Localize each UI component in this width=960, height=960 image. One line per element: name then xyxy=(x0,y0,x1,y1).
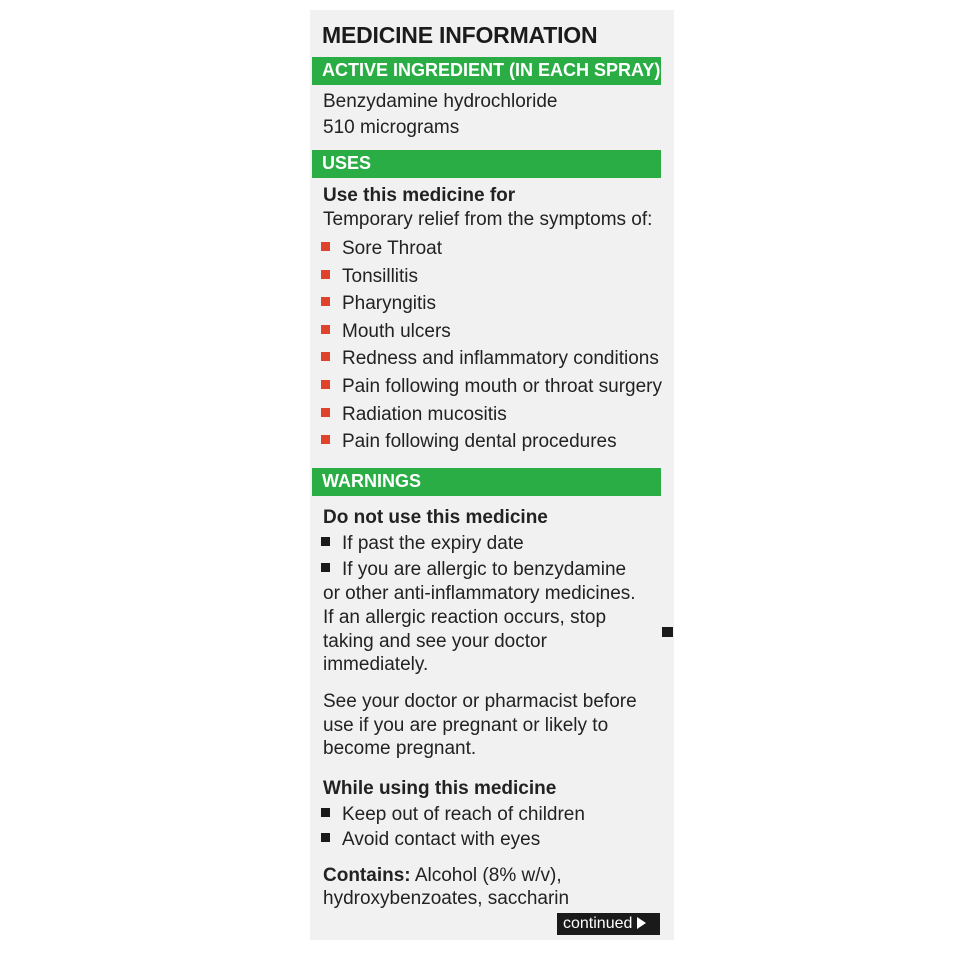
ingredient-name: Benzydamine hydrochloride xyxy=(323,91,558,112)
uses-heading: USES xyxy=(312,150,661,178)
uses-list-item: Redness and inflammatory conditions xyxy=(321,347,659,370)
warnings-heading: WARNINGS xyxy=(312,468,661,496)
active-ingredient-heading: ACTIVE INGREDIENT (IN EACH SPRAY) xyxy=(312,57,661,85)
uses-list-item: Pain following dental procedures xyxy=(321,430,617,453)
warning-text-line: immediately. xyxy=(323,654,429,675)
warning-text-line: taking and see your doctor xyxy=(323,631,547,652)
continued-tag xyxy=(557,913,660,935)
red-bullet-icon xyxy=(321,408,330,417)
pregnancy-text-line: use if you are pregnant or likely to xyxy=(323,715,609,736)
black-bullet-icon xyxy=(321,537,330,546)
uses-list-item: Sore Throat xyxy=(321,237,442,260)
continued-label: continued xyxy=(563,915,633,932)
contains-label: Contains: xyxy=(323,865,411,886)
contains-line xyxy=(323,864,562,887)
medicine-information-panel xyxy=(310,10,674,940)
red-bullet-icon xyxy=(321,435,330,444)
red-bullet-icon xyxy=(321,325,330,334)
red-bullet-icon xyxy=(321,270,330,279)
red-bullet-icon xyxy=(321,352,330,361)
warning-text-line: or other anti-inflammatory medicines. xyxy=(323,583,636,604)
uses-list-item: Mouth ulcers xyxy=(321,320,451,343)
page-title: MEDICINE INFORMATION xyxy=(322,22,598,48)
warning-text-line: If an allergic reaction occurs, stop xyxy=(323,607,607,628)
red-bullet-icon xyxy=(321,242,330,251)
uses-list-item: Pharyngitis xyxy=(321,292,436,315)
pregnancy-text-line: become pregnant. xyxy=(323,738,477,759)
while-using-heading: While using this medicine xyxy=(323,778,557,799)
red-bullet-icon xyxy=(321,297,330,306)
warning-list-item: If past the expiry date xyxy=(321,532,524,555)
pregnancy-text-line: See your doctor or pharmacist before xyxy=(323,691,637,712)
black-bullet-icon xyxy=(321,808,330,817)
uses-list-item: Radiation mucositis xyxy=(321,403,507,426)
triangle-right-icon xyxy=(637,917,646,929)
red-bullet-icon xyxy=(321,380,330,389)
do-not-use-heading: Do not use this medicine xyxy=(323,507,548,528)
warning-list-item: If you are allergic to benzydamine xyxy=(321,558,626,581)
uses-list-item: Pain following mouth or throat surgery xyxy=(321,375,662,398)
while-using-list-item: Keep out of reach of children xyxy=(321,803,585,826)
ingredient-amount: 510 micrograms xyxy=(323,117,460,138)
black-square-marker-icon xyxy=(662,627,673,637)
black-bullet-icon xyxy=(321,563,330,572)
uses-intro: Temporary relief from the symptoms of: xyxy=(323,209,653,230)
contains-value: Alcohol (8% w/v), xyxy=(410,865,562,886)
uses-list-item: Tonsillitis xyxy=(321,265,418,288)
uses-subheading: Use this medicine for xyxy=(323,185,516,206)
contains-line-2: hydroxybenzoates, saccharin xyxy=(323,888,570,909)
black-bullet-icon xyxy=(321,833,330,842)
while-using-list-item: Avoid contact with eyes xyxy=(321,828,540,851)
